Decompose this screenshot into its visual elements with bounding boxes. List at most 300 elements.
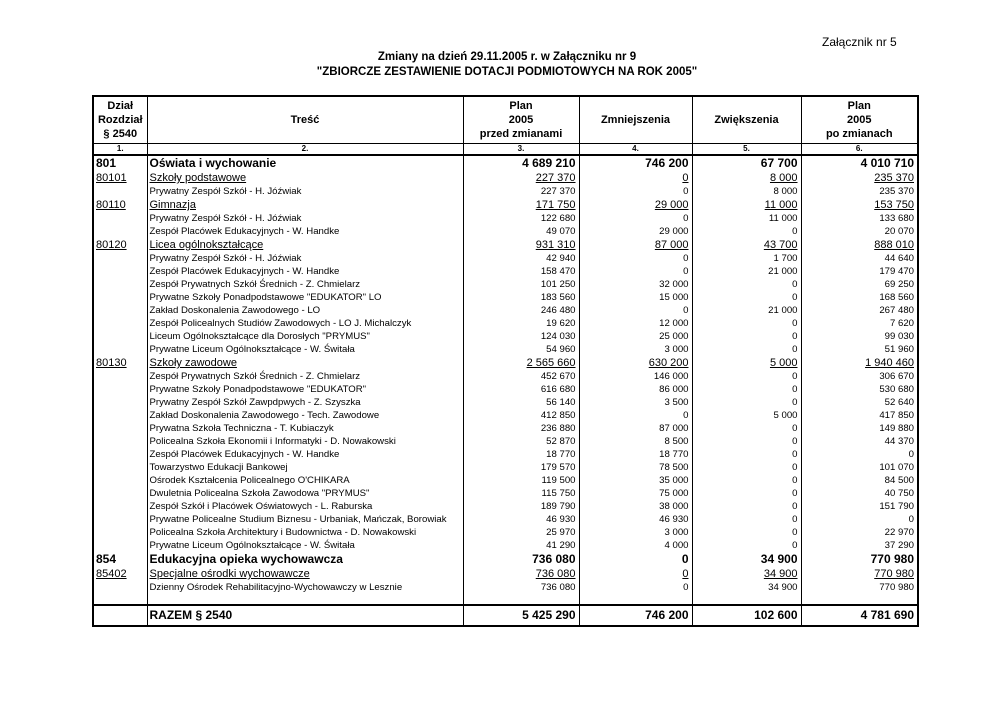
table-row	[93, 370, 918, 383]
cell-section-code	[93, 513, 147, 526]
cell-description	[147, 278, 463, 291]
cell-plan-after	[801, 155, 918, 171]
cell-plan-before	[463, 225, 579, 238]
plan-after-text: 99 030	[884, 331, 914, 342]
cell-section-code	[93, 291, 147, 304]
description-text: Prywatna Szkoła Techniczna - T. Kubiaczyk	[149, 423, 334, 434]
cell-decreases	[579, 370, 692, 383]
plan-before-text: 54 960	[546, 344, 576, 355]
cell-increases	[692, 605, 801, 626]
cell-increases	[692, 487, 801, 500]
cell-section-code	[93, 155, 147, 171]
description-text: Specjalne ośrodki wychowawcze	[149, 568, 310, 580]
cell-description	[147, 383, 463, 396]
plan-before-text: 412 850	[540, 410, 576, 421]
table-row	[93, 252, 918, 265]
cell-section-code	[93, 409, 147, 422]
plan-after-text: 20 070	[884, 226, 914, 237]
increases-text: 102 600	[754, 608, 798, 622]
cell-plan-before	[463, 435, 579, 448]
cell-decreases	[579, 317, 692, 330]
cell-section-code	[93, 422, 147, 435]
table-row	[93, 435, 918, 448]
cell-plan-after	[801, 526, 918, 539]
cell-increases	[692, 356, 801, 370]
decreases-text: 78 500	[659, 462, 689, 473]
description-text: Prywatne Liceum Ogólnokształcące - W. Świtała	[149, 540, 355, 551]
cell-section-code	[93, 487, 147, 500]
cell-plan-after	[801, 500, 918, 513]
cell-increases	[692, 552, 801, 567]
plan-after-text: 4 781 690	[860, 608, 914, 622]
cell-increases	[692, 383, 801, 396]
header-label: § 2540	[103, 128, 138, 140]
cell-decreases	[579, 225, 692, 238]
plan-after-text: 235 370	[874, 172, 914, 184]
column-number: 5.	[692, 144, 801, 156]
cell-plan-before	[463, 422, 579, 435]
plan-before-text: 42 940	[546, 253, 576, 264]
table-row	[93, 212, 918, 225]
plan-before-text: 122 680	[540, 213, 576, 224]
table-row	[93, 474, 918, 487]
plan-after-text: 0	[908, 514, 914, 525]
cell-plan-after	[801, 581, 918, 594]
cell-plan-after	[801, 448, 918, 461]
total-label-text: RAZEM § 2540	[149, 608, 233, 622]
cell-decreases	[579, 552, 692, 567]
description-text: Zakład Doskonalenia Zawodowego - LO	[149, 305, 321, 316]
increases-text: 8 000	[773, 186, 798, 197]
cell-section-code	[93, 474, 147, 487]
cell-plan-after	[801, 185, 918, 198]
plan-before-text: 41 290	[546, 540, 576, 551]
plan-after-text: 888 010	[874, 239, 914, 251]
column-number: 4.	[579, 144, 692, 156]
cell-decreases	[579, 567, 692, 581]
cell-description	[147, 461, 463, 474]
cell-description	[147, 435, 463, 448]
column-number: 1.	[93, 144, 147, 156]
description-text: Prywatne Policealne Studium Biznesu - Urbaniak, Mańczak, Borowiak	[149, 514, 447, 525]
header-label: Plan	[509, 100, 533, 112]
decreases-text: 38 000	[659, 501, 689, 512]
description-text: Policealna Szkoła Architektury i Budownictwa - D. Nowakowski	[149, 527, 417, 538]
cell-increases	[692, 513, 801, 526]
table-row	[93, 317, 918, 330]
decreases-text: 35 000	[659, 475, 689, 486]
cell-section-code	[93, 198, 147, 212]
cell-description	[147, 581, 463, 594]
description-text: Liceum Ogólnokształcące dla Dorosłych "PRYMUS"	[149, 331, 370, 342]
spacer-row	[93, 594, 918, 605]
cell-plan-after	[801, 567, 918, 581]
plan-after-text: 133 680	[879, 213, 914, 224]
decreases-text: 0	[683, 213, 689, 224]
decreases-text: 746 200	[645, 156, 689, 170]
decreases-text: 0	[683, 305, 689, 316]
increases-text: 11 000	[768, 213, 798, 224]
plan-after-text: 101 070	[879, 462, 914, 473]
header-section-code	[93, 96, 147, 144]
plan-after-text: 151 790	[879, 501, 914, 512]
decreases-text: 3 000	[664, 344, 689, 355]
cell-plan-before	[463, 448, 579, 461]
description-text: Zespół Prywatnych Szkół Średnich - Z. Chmielarz	[149, 371, 361, 382]
cell-section-code	[93, 212, 147, 225]
plan-before-text: 616 680	[540, 384, 576, 395]
plan-after-text: 51 960	[884, 344, 914, 355]
header-label: Plan	[847, 100, 871, 112]
increases-text: 0	[792, 279, 798, 290]
table-row	[93, 461, 918, 474]
column-number-row	[93, 144, 918, 156]
plan-after-text: 168 560	[879, 292, 914, 303]
cell-increases	[692, 500, 801, 513]
plan-before-text: 183 560	[540, 292, 576, 303]
cell-increases	[692, 238, 801, 252]
plan-before-text: 171 750	[535, 199, 576, 211]
cell-plan-before	[463, 605, 579, 626]
plan-before-text: 52 870	[546, 436, 576, 447]
plan-after-text: 69 250	[884, 279, 914, 290]
section-code-text: 80110	[96, 199, 126, 211]
header-label: po zmianach	[825, 128, 893, 140]
cell-plan-after	[801, 278, 918, 291]
cell-section-code	[93, 567, 147, 581]
table-row	[93, 396, 918, 409]
table-row	[93, 552, 918, 567]
cell-decreases	[579, 265, 692, 278]
column-number: 3.	[463, 144, 579, 156]
cell-plan-after	[801, 409, 918, 422]
cell-increases	[692, 304, 801, 317]
plan-after-text: 770 980	[879, 582, 914, 593]
cell-plan-before	[463, 356, 579, 370]
description-text: Prywatny Zespół Szkół - H. Jóźwiak	[149, 253, 302, 264]
plan-before-text: 115 750	[541, 488, 576, 499]
cell-decreases	[579, 422, 692, 435]
cell-decreases	[579, 212, 692, 225]
header-decreases: Zmniejszenia	[579, 96, 692, 144]
description-text: Szkoły zawodowe	[149, 357, 237, 369]
cell-plan-before	[463, 513, 579, 526]
plan-after-text: 0	[908, 449, 914, 460]
cell-plan-after	[801, 225, 918, 238]
cell-section-code	[93, 500, 147, 513]
table-row	[93, 409, 918, 422]
increases-text: 0	[792, 344, 798, 355]
description-text: Prywatne Szkoły Ponadpodstawowe "EDUKATOR" LO	[149, 292, 382, 303]
cell-plan-after	[801, 252, 918, 265]
cell-section-code	[93, 330, 147, 343]
cell-plan-after	[801, 212, 918, 225]
cell-increases	[692, 155, 801, 171]
plan-before-text: 25 970	[546, 527, 576, 538]
plan-before-text: 931 310	[535, 239, 576, 251]
cell-plan-before	[463, 383, 579, 396]
increases-text: 0	[792, 397, 798, 408]
cell-section-code	[93, 461, 147, 474]
plan-before-text: 736 080	[535, 568, 576, 580]
cell-increases	[692, 278, 801, 291]
header-plan-before	[463, 96, 579, 144]
plan-before-text: 246 480	[540, 305, 576, 316]
cell-decreases	[579, 238, 692, 252]
spacer-cell	[579, 594, 692, 605]
decreases-text: 4 000	[664, 540, 689, 551]
header-label: 2005	[508, 114, 534, 126]
cell-plan-before	[463, 526, 579, 539]
cell-plan-before	[463, 343, 579, 356]
table-row	[93, 155, 918, 171]
table-row	[93, 185, 918, 198]
cell-section-code	[93, 581, 147, 594]
cell-description	[147, 539, 463, 552]
cell-section-code	[93, 448, 147, 461]
cell-section-code	[93, 278, 147, 291]
cell-plan-after	[801, 343, 918, 356]
description-text: Dzienny Ośrodek Rehabilitacyjno-Wychowawczy w Lesznie	[149, 582, 403, 593]
plan-before-text: 101 250	[540, 279, 576, 290]
cell-increases	[692, 539, 801, 552]
cell-description	[147, 409, 463, 422]
cell-section-code	[93, 539, 147, 552]
cell-plan-before	[463, 487, 579, 500]
description-text: Prywatny Zespół Szkół - H. Jóźwiak	[149, 186, 302, 197]
cell-section-code	[93, 356, 147, 370]
increases-text: 11 000	[764, 199, 798, 211]
description-text: Prywatne Liceum Ogólnokształcące - W. Świtała	[149, 344, 355, 355]
spacer-cell	[147, 594, 463, 605]
table-row	[93, 343, 918, 356]
cell-description	[147, 356, 463, 370]
cell-plan-before	[463, 238, 579, 252]
cell-description	[147, 265, 463, 278]
header-description: Treść	[147, 96, 463, 144]
cell-decreases	[579, 252, 692, 265]
decreases-text: 18 770	[659, 449, 689, 460]
section-code-text: 80120	[96, 239, 127, 251]
cell-section-code	[93, 225, 147, 238]
increases-text: 0	[792, 292, 798, 303]
spacer-cell	[801, 594, 918, 605]
column-number: 6.	[801, 144, 918, 156]
cell-section-code	[93, 605, 147, 626]
cell-description	[147, 396, 463, 409]
plan-after-text: 7 620	[889, 318, 914, 329]
cell-plan-after	[801, 513, 918, 526]
table-row	[93, 304, 918, 317]
description-text: Prywatny Zespół Szkół Zawpdpwych - Z. Szyszka	[149, 397, 361, 408]
cell-plan-after	[801, 383, 918, 396]
table-row	[93, 539, 918, 552]
cell-decreases	[579, 171, 692, 185]
plan-before-text: 4 689 210	[522, 156, 576, 170]
cell-increases	[692, 435, 801, 448]
decreases-text: 0	[681, 552, 689, 566]
table-row	[93, 291, 918, 304]
plan-before-text: 46 930	[546, 514, 576, 525]
cell-decreases	[579, 278, 692, 291]
cell-description	[147, 448, 463, 461]
cell-increases	[692, 396, 801, 409]
plan-after-text: 417 850	[879, 410, 914, 421]
document-subtitle: "ZBIORCZE ZESTAWIENIE DOTACJI PODMIOTOWYCH NA ROK 2005"	[316, 66, 698, 78]
increases-text: 21 000	[768, 305, 798, 316]
cell-increases	[692, 265, 801, 278]
cell-plan-before	[463, 567, 579, 581]
document-title: Zmiany na dzień 29.11.2005 r. w Załączniku nr 9	[377, 51, 637, 63]
increases-text: 0	[792, 488, 798, 499]
cell-section-code	[93, 343, 147, 356]
decreases-text: 0	[683, 253, 689, 264]
table-row	[93, 526, 918, 539]
cell-plan-before	[463, 198, 579, 212]
header-label: przed zmianami	[479, 128, 563, 140]
description-text: Edukacyjna opieka wychowawcza	[149, 552, 343, 566]
table-row	[93, 448, 918, 461]
decreases-text: 87 000	[659, 423, 689, 434]
spacer-cell	[93, 594, 147, 605]
description-text: Ośrodek Kształcenia Policealnego O'CHIKARA	[149, 475, 350, 486]
plan-after-text: 149 880	[879, 423, 914, 434]
cell-plan-before	[463, 461, 579, 474]
plan-before-text: 736 080	[532, 552, 576, 566]
header-label: Dział	[107, 100, 134, 112]
increases-text: 0	[792, 423, 798, 434]
description-text: Zespół Policealnych Studiów Zawodowych - LO J. Michalczyk	[149, 318, 412, 329]
cell-decreases	[579, 605, 692, 626]
cell-increases	[692, 448, 801, 461]
cell-plan-before	[463, 317, 579, 330]
cell-section-code	[93, 526, 147, 539]
description-text: Zespół Placówek Edukacyjnych - W. Handke	[149, 266, 340, 277]
plan-before-text: 227 370	[540, 186, 576, 197]
cell-description	[147, 198, 463, 212]
cell-decreases	[579, 435, 692, 448]
plan-before-text: 49 070	[546, 226, 576, 237]
table-row	[93, 581, 918, 594]
section-code-text: 80130	[96, 357, 127, 369]
cell-plan-before	[463, 396, 579, 409]
cell-decreases	[579, 474, 692, 487]
cell-description	[147, 330, 463, 343]
description-text: Towarzystwo Edukacji Bankowej	[149, 462, 288, 473]
cell-plan-before	[463, 370, 579, 383]
decreases-text: 15 000	[659, 292, 689, 303]
cell-plan-before	[463, 171, 579, 185]
increases-text: 34 900	[763, 568, 798, 580]
section-code-text: 854	[96, 552, 117, 566]
cell-description	[147, 238, 463, 252]
cell-description	[147, 487, 463, 500]
decreases-text: 25 000	[659, 331, 689, 342]
cell-increases	[692, 581, 801, 594]
cell-plan-after	[801, 238, 918, 252]
cell-decreases	[579, 526, 692, 539]
plan-after-text: 4 010 710	[860, 156, 914, 170]
plan-before-text: 56 140	[546, 397, 576, 408]
cell-decreases	[579, 383, 692, 396]
increases-text: 5 000	[769, 357, 798, 369]
cell-plan-after	[801, 171, 918, 185]
header-plan-after	[801, 96, 918, 144]
cell-section-code	[93, 304, 147, 317]
cell-plan-after	[801, 396, 918, 409]
cell-increases	[692, 252, 801, 265]
plan-after-text: 1 940 460	[865, 357, 914, 369]
increases-text: 5 000	[773, 410, 798, 421]
plan-before-text: 736 080	[540, 582, 576, 593]
cell-description	[147, 291, 463, 304]
plan-before-text: 124 030	[540, 331, 576, 342]
cell-increases	[692, 171, 801, 185]
plan-before-text: 158 470	[540, 266, 576, 277]
decreases-text: 29 000	[659, 226, 689, 237]
decreases-text: 8 500	[664, 436, 689, 447]
table-row	[93, 198, 918, 212]
cell-decreases	[579, 155, 692, 171]
cell-plan-before	[463, 278, 579, 291]
header-label: Rozdział	[97, 114, 143, 126]
cell-increases	[692, 343, 801, 356]
increases-text: 0	[792, 514, 798, 525]
cell-plan-after	[801, 330, 918, 343]
subsidy-table	[92, 95, 919, 627]
cell-plan-after	[801, 265, 918, 278]
cell-increases	[692, 317, 801, 330]
cell-decreases	[579, 448, 692, 461]
plan-after-text: 770 980	[870, 552, 914, 566]
plan-before-text: 5 425 290	[522, 608, 576, 622]
cell-increases	[692, 225, 801, 238]
cell-increases	[692, 291, 801, 304]
table-row	[93, 500, 918, 513]
plan-after-text: 306 670	[879, 371, 914, 382]
cell-increases	[692, 370, 801, 383]
cell-plan-after	[801, 487, 918, 500]
decreases-text: 87 000	[654, 239, 689, 251]
cell-description	[147, 513, 463, 526]
cell-description	[147, 500, 463, 513]
plan-after-text: 52 640	[884, 397, 914, 408]
cell-description	[147, 317, 463, 330]
plan-before-text: 119 500	[541, 475, 576, 486]
cell-increases	[692, 461, 801, 474]
cell-decreases	[579, 330, 692, 343]
table-row	[93, 238, 918, 252]
description-text: Zespół Szkół i Placówek Oświatowych - L. Raburska	[149, 501, 373, 512]
cell-section-code	[93, 552, 147, 567]
decreases-text: 0	[683, 582, 689, 593]
header-label: 2005	[847, 114, 872, 126]
increases-text: 34 900	[768, 582, 798, 593]
cell-increases	[692, 198, 801, 212]
cell-increases	[692, 185, 801, 198]
cell-section-code	[93, 370, 147, 383]
table-row	[93, 422, 918, 435]
description-text: Policealna Szkoła Ekonomii i Informatyki - D. Nowakowski	[149, 436, 396, 447]
cell-description	[147, 155, 463, 171]
plan-after-text: 22 970	[884, 527, 914, 538]
increases-text: 0	[792, 371, 798, 382]
decreases-text: 746 200	[645, 608, 689, 622]
description-text: Prywatny Zespół Szkół - H. Jóźwiak	[149, 213, 302, 224]
decreases-text: 3 500	[664, 397, 689, 408]
increases-text: 0	[792, 384, 798, 395]
cell-plan-after	[801, 317, 918, 330]
